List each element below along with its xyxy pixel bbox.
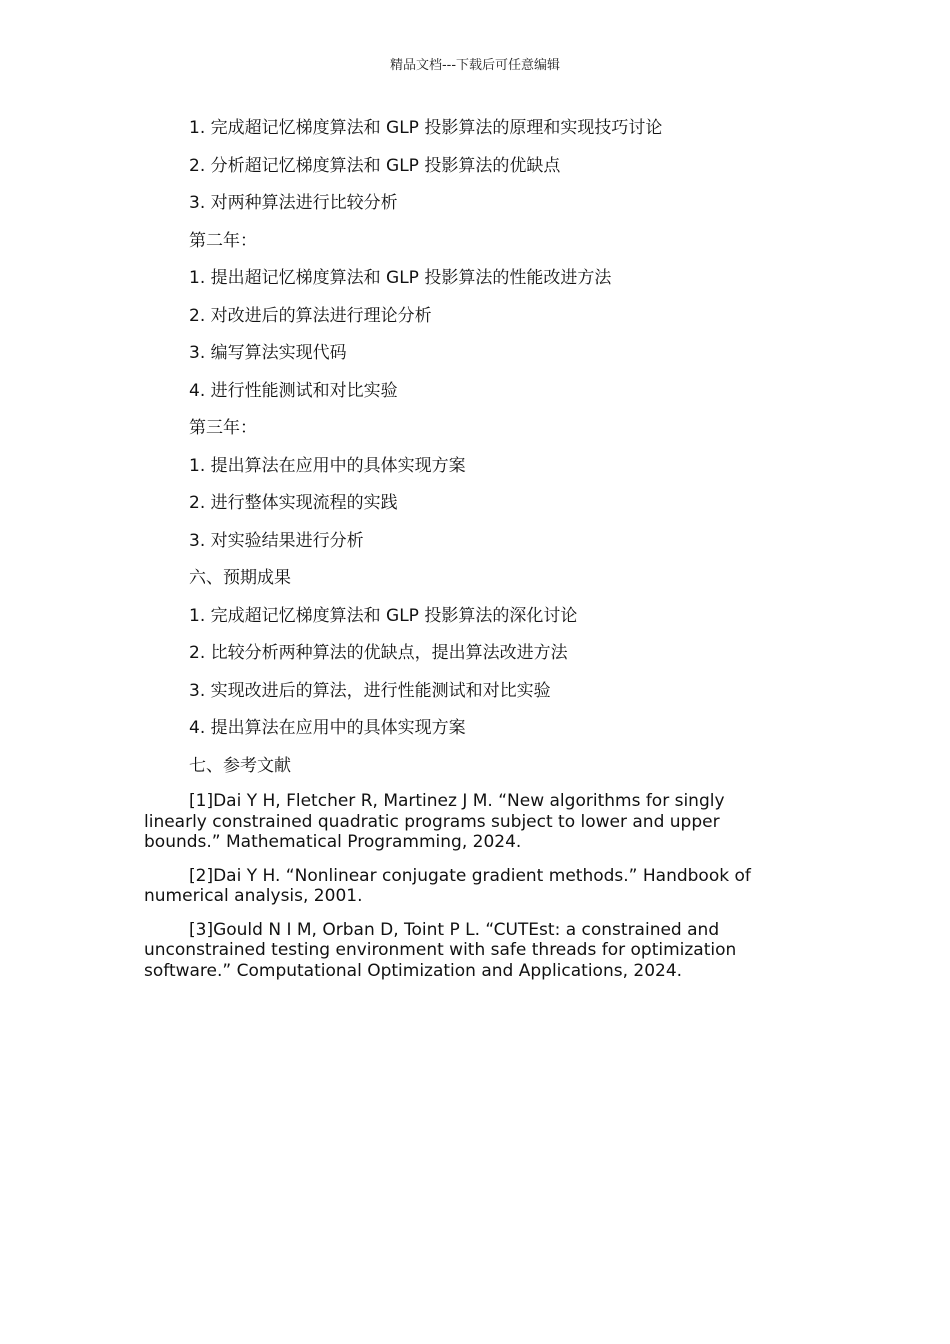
section-heading: 六、预期成果 [189,568,291,588]
list-item: 2. 分析超记忆梯度算法和 GLP 投影算法的优缺点 [189,155,561,176]
list-item: 4. 提出算法在应用中的具体实现方案 [189,718,466,738]
reference-item: [3]Gould N I M, Orban D, Toint P L. “CUTEst: a constrained and unconstrained testing environment with safe threads for optimization software.” Computational Optimization and Applications, 2024. [144,919,737,981]
list-item: 4. 进行性能测试和对比实验 [189,380,398,401]
list-item: 1. 完成超记忆梯度算法和 GLP 投影算法的深化讨论 [189,605,578,626]
list-item: 2. 对改进后的算法进行理论分析 [189,305,432,326]
list-item: 2. 比较分析两种算法的优缺点，提出算法改进方法 [189,643,568,663]
list-item: 1. 完成超记忆梯度算法和 GLP 投影算法的原理和实现技巧讨论 [189,118,663,138]
year-heading: 第三年： [189,418,257,438]
list-item: 3. 对两种算法进行比较分析 [189,193,398,213]
list-item: 3. 对实验结果进行分析 [189,530,364,551]
year-heading: 第二年： [189,230,257,251]
section-heading: 七、参考文献 [189,755,291,776]
document-body [144,116,784,994]
page-header: 精品文档---下载后可任意编辑 [389,58,561,73]
reference-list [144,791,784,981]
list-item: 3. 实现改进后的算法，进行性能测试和对比实验 [189,680,551,701]
list-item: 3. 编写算法实现代码 [189,343,347,363]
list-item: 2. 进行整体实现流程的实践 [189,493,398,513]
reference-item: [2]Dai Y H. “Nonlinear conjugate gradient methods.” Handbook of numerical analysis, 2001. [144,865,751,906]
reference-item: [1]Dai Y H, Fletcher R, Martinez J M. “New algorithms for singly linearly constrained quadratic programs subject to lower and upper bounds.” Mathematical Programming, 2024. [144,791,725,852]
list-item: 1. 提出算法在应用中的具体实现方案 [189,455,466,476]
list-item: 1. 提出超记忆梯度算法和 GLP 投影算法的性能改进方法 [189,268,612,288]
